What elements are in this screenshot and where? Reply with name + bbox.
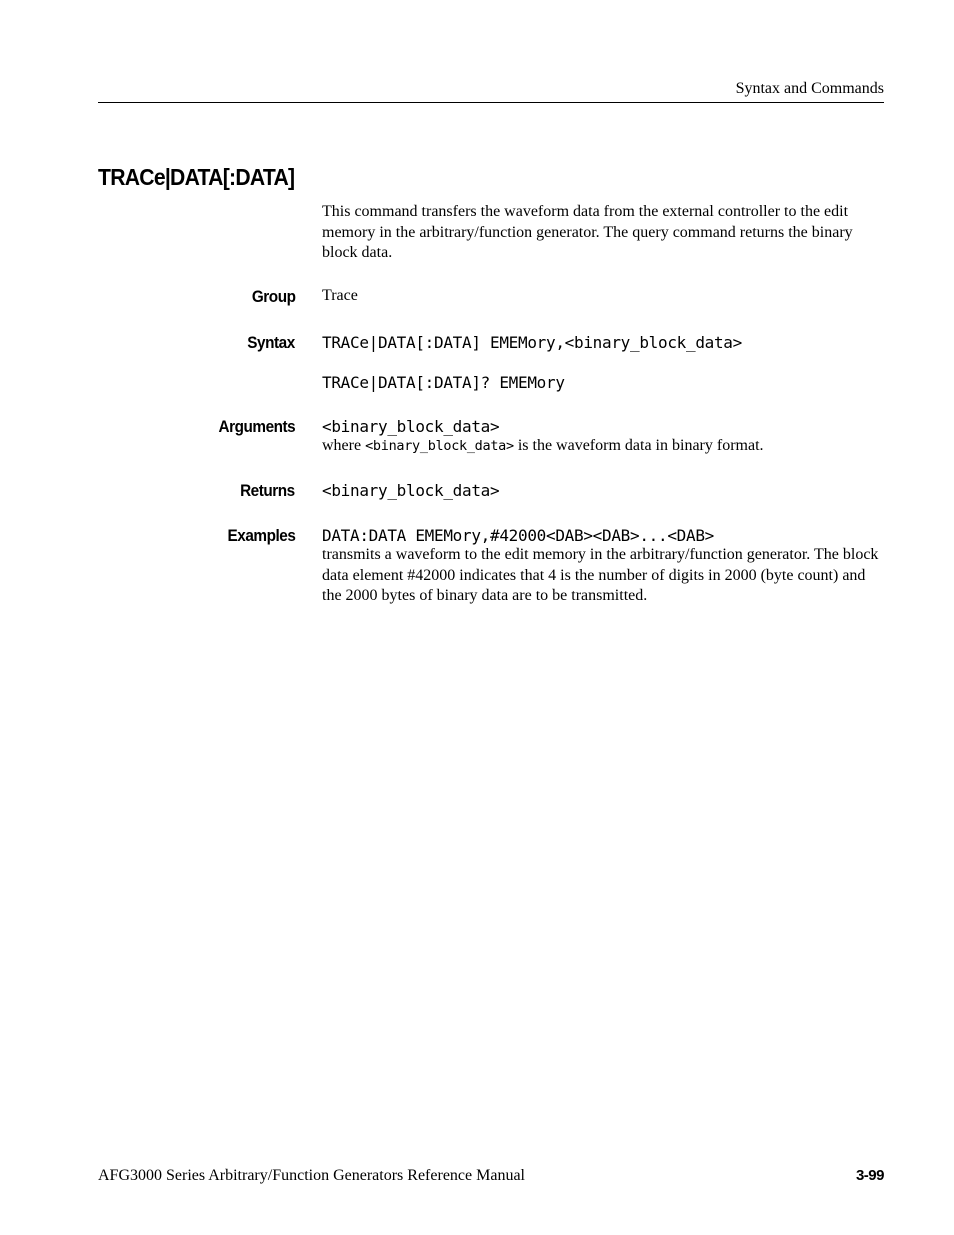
group-label: Group [251, 287, 295, 306]
argument-description [322, 436, 764, 456]
example-code: DATA:DATA EMEMory,#42000<DAB><DAB>...<DAB> [322, 526, 714, 545]
syntax-set-command: TRACe|DATA[:DATA] EMEMory,<binary_block_data> [322, 333, 742, 352]
examples-label: Examples [227, 526, 295, 545]
argument-where-code: <binary_block_data> [365, 438, 514, 454]
example-description: transmits a waveform to the edit memory in the arbitrary/function generator. The block data element #42000 indicates that 4 is the number of digits in 2000 (byte count) and the 2000 bytes of binary data are to be transmitted. [322, 546, 879, 604]
argument-name: <binary_block_data> [322, 417, 500, 436]
returns-label: Returns [240, 481, 295, 500]
syntax-label: Syntax [247, 333, 295, 352]
command-description: This command transfers the waveform data from the external controller to the edit memory in the arbitrary/function generator. The query command returns the binary block data. [322, 203, 853, 261]
argument-where-prefix: where [322, 437, 366, 454]
argument-where-suffix: is the waveform data in binary format. [513, 437, 764, 454]
group-value: Trace [322, 287, 358, 304]
footer-page-number: 3-99 [855, 1167, 884, 1184]
syntax-query-command: TRACe|DATA[:DATA]? EMEMory [322, 373, 565, 392]
footer-manual-title: AFG3000 Series Arbitrary/Function Generators Reference Manual [98, 1167, 525, 1184]
command-title: TRACe|DATA[:DATA] [98, 164, 295, 190]
returns-value: <binary_block_data> [322, 481, 500, 500]
running-header: Syntax and Commands [735, 80, 884, 97]
header-rule [98, 102, 884, 103]
arguments-label: Arguments [218, 417, 295, 436]
